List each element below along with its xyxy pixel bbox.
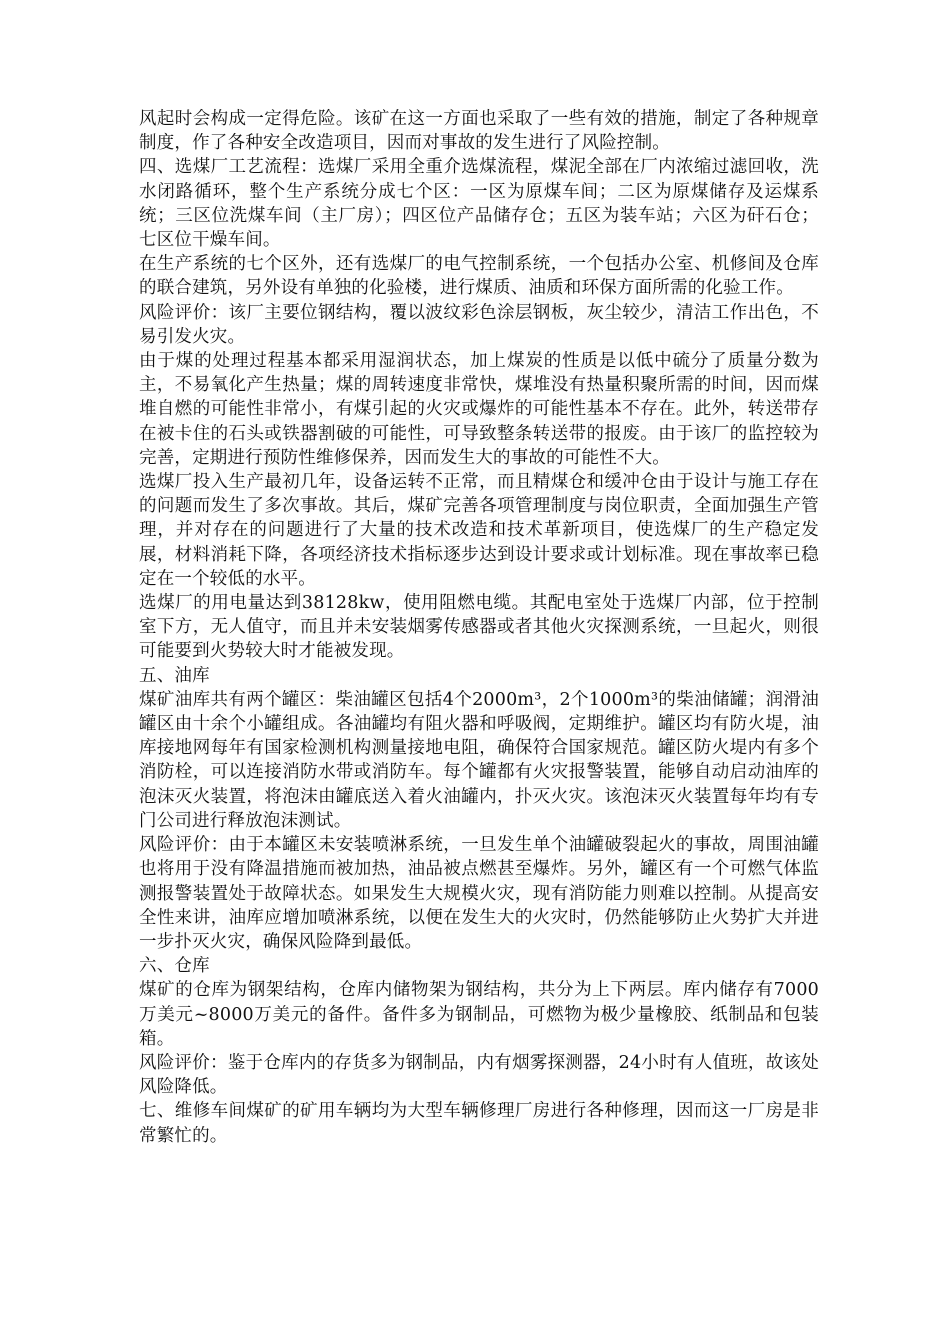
paragraph-3: 在生产系统的七个区外，还有选煤厂的电气控制系统，一个包括办公室、机修间及仓库的联合建筑，另外设有单独的化验楼，进行煤质、油质和环保方面所需的化验工作。	[139, 254, 819, 299]
paragraph-14: 七、维修车间煤矿的矿用车辆均为大型车辆修理厂房进行各种修理，因而这一厂房是非常繁忙的。	[139, 1101, 819, 1146]
paragraph-13: 风险评价：鉴于仓库内的存货多为钢制品，内有烟雾探测器，24小时有人值班，故该处风险降低。	[139, 1052, 819, 1098]
section-heading-oil-depot: 五、油库	[139, 665, 210, 686]
section-heading-warehouse: 六、仓库	[139, 956, 210, 977]
paragraph-4: 风险评价：该厂主要位钢结构，覆以波纹彩色涂层钢板，灰尘较少，清洁工作出色，不易引发火灾。	[139, 302, 819, 347]
paragraph-7: 选煤厂的用电量达到38128kw，使用阻燃电缆。其配电室处于选煤厂内部，位于控制室下方，无人值守，而且并未安装烟雾传感器或者其他火灾探测系统，一旦起火，则很可能要到火势较大时才能被发现。	[139, 593, 819, 662]
paragraph-9: 煤矿油库共有两个罐区：柴油罐区包括4个2000m³，2个1000m³的柴油储罐；润滑油罐区由十余个小罐组成。各油罐均有阻火器和呼吸阀，定期维护。罐区均有防火堤，油库接地网每年有国家检测机构测量接地电阻，确保符合国家规范。罐区防火堤内有多个消防栓，可以连接消防水带或消防车。每个罐都有火灾报警装置，能够自动启动油库的泡沫灭火装置，将泡沫由罐底送入着火油罐内，扑灭火灾。该泡沫灭火装置每年均有专门公司进行释放泡沫测试。	[139, 689, 819, 831]
paragraph-10: 风险评价：由于本罐区未安装喷淋系统，一旦发生单个油罐破裂起火的事故，周围油罐也将用于没有降温措施而被加热，油品被点燃甚至爆炸。另外，罐区有一个可燃气体监测报警装置处于故障状态。如果发生大规模火灾，现有消防能力则难以控制。从提高安全性来讲，油库应增加喷淋系统，以便在发生大的火灾时，仍然能够防止火势扩大并进一步扑灭火灾，确保风险降到最低。	[139, 835, 819, 952]
paragraph-2: 四、选煤厂工艺流程：选煤厂采用全重介选煤流程，煤泥全部在厂内浓缩过滤回收，洗水闭路循环，整个生产系统分成七个区：一区为原煤车间；二区为原煤储存及运煤系统；三区位洗煤车间（主厂房）；四区位产品储存仓；五区为装车站；六区为矸石仓；七区位干燥车间。	[139, 157, 819, 251]
paragraph-12: 煤矿的仓库为钢架结构，仓库内储物架为钢结构，共分为上下两层。库内储存有7000万美元~8000万美元的备件。备件多为钢制品，可燃物为极少量橡胶、纸制品和包装箱。	[139, 980, 819, 1049]
document-body	[139, 107, 819, 1148]
paragraph-5: 由于煤的处理过程基本都采用湿润状态，加上煤炭的性质是以低中硫分了质量分数为主，不易氧化产生热量；煤的周转速度非常快，煤堆没有热量积聚所需的时间，因而煤堆自燃的可能性非常小，有煤引起的火灾或爆炸的可能性基本不存在。此外，转送带存在被卡住的石头或铁器割破的可能性，可导致整条转送带的报废。由于该厂的监控较为完善，定期进行预防性维修保养，因而发生大的事故的可能性不大。	[139, 351, 819, 468]
paragraph-1: 风起时会构成一定得危险。该矿在这一方面也采取了一些有效的措施，制定了各种规章制度，作了各种安全改造项目，因而对事故的发生进行了风险控制。	[139, 109, 819, 154]
paragraph-6: 选煤厂投入生产最初几年，设备运转不正常，而且精煤仓和缓冲仓由于设计与施工存在的问题而发生了多次事故。其后，煤矿完善各项管理制度与岗位职责，全面加强生产管理，并对存在的问题进行了大量的技术改造和技术革新项目，使选煤厂的生产稳定发展，材料消耗下降，各项经济技术指标逐步达到设计要求或计划标准。现在事故率已稳定在一个较低的水平。	[139, 472, 819, 589]
